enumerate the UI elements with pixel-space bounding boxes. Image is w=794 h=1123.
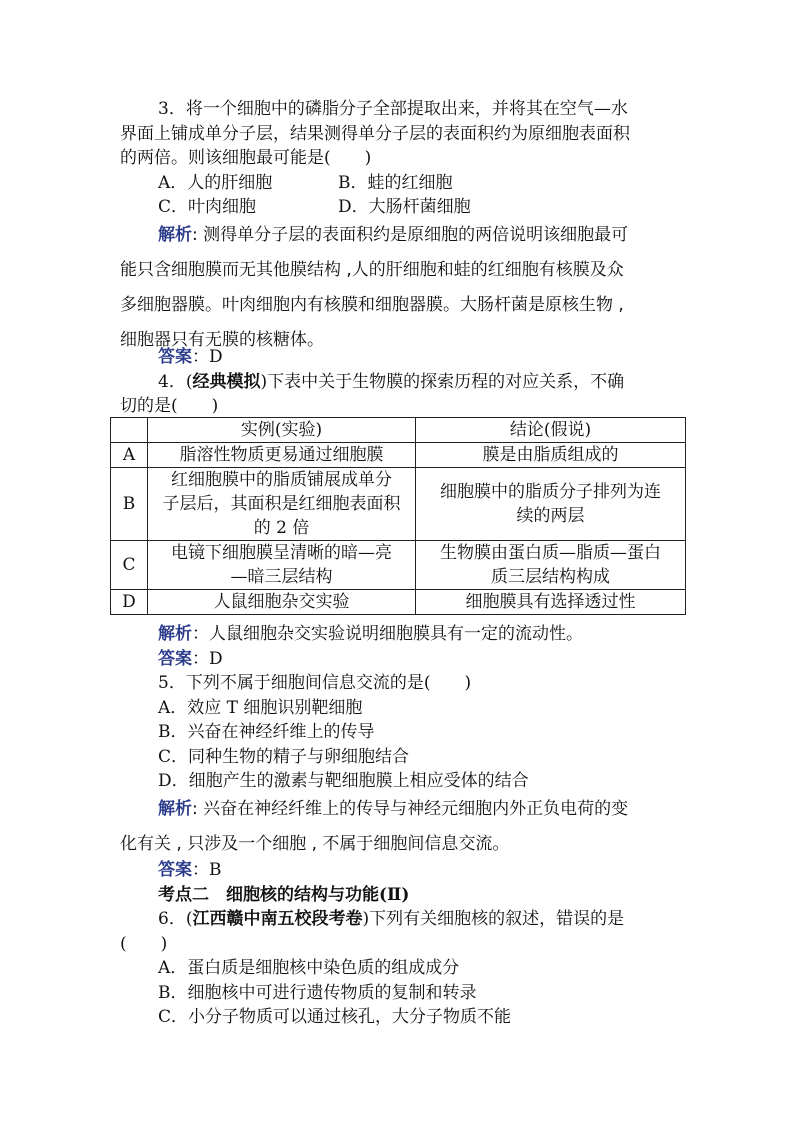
q3-option-a: A．人的肝细胞 (158, 172, 273, 193)
q5-answer-section-q6 (120, 858, 685, 1030)
q3-options-row-2 (120, 195, 685, 220)
q3-line-2: 界面上铺成单分子层，结果测得单分子层的表面积约为原细胞表面积 (120, 123, 630, 144)
q3-option-d: D．大肠杆菌细胞 (338, 197, 471, 217)
table-cell: 红细胞膜中的脂质铺展成单分 子层后，其面积是红细胞表面积 的 2 倍 (148, 468, 416, 541)
q4-answer: ：D (192, 648, 223, 669)
q5-answer: ：B (192, 860, 222, 880)
answer-label: 答案 (158, 860, 192, 880)
q6-source: 江西赣中南五校段考卷 (192, 909, 363, 929)
q5-analysis-line-2: 化有关 , 只涉及一个细胞 , 不属于细胞间信息交流。 (120, 834, 510, 854)
q5-option-b: B．兴奋在神经纤维上的传导 (158, 722, 375, 742)
table-row (111, 443, 686, 468)
answer-label: 答案 (158, 648, 192, 669)
table-header-row (111, 418, 686, 443)
q4-analysis: ：人鼠细胞杂交实验说明细胞膜具有一定的流动性。 (192, 624, 583, 644)
q5-option-c: C．同种生物的精子与卵细胞结合 (158, 746, 410, 767)
q3-option-b: B．蛙的红细胞 (338, 172, 453, 193)
q3-answer-and-q4 (120, 345, 685, 419)
q5-option-a: A．效应 T 细胞识别靶细胞 (158, 697, 363, 718)
answer-label: 答案 (158, 347, 192, 367)
table-cell: 电镜下细胞膜呈清晰的暗—亮 —暗三层结构 (148, 541, 416, 590)
q5-analysis (120, 792, 685, 862)
table-cell-label: A (111, 443, 148, 468)
table-cell: 人鼠细胞杂交实验 (148, 590, 416, 615)
table-cell-label: B (111, 468, 148, 541)
table-header-cell: 实例(实验) (148, 418, 416, 443)
table-header-cell (111, 418, 148, 443)
table-header-cell: 结论(假说) (416, 418, 686, 443)
table-row (111, 541, 686, 590)
table-cell: 膜是由脂质组成的 (416, 443, 686, 468)
table-cell: 细胞膜中的脂质分子排列为连 续的两层 (416, 468, 686, 541)
q3-analysis-line-4: 细胞器只有无膜的核糖体。 (120, 330, 324, 350)
table-cell-label: C (111, 541, 148, 590)
q5-option-d: D．细胞产生的激素与靶细胞膜上相应受体的结合 (158, 771, 529, 791)
table-row (111, 590, 686, 615)
q3-option-c: C．叶肉细胞 (158, 197, 257, 217)
q3-analysis-line-3: 多细胞器膜。叶肉细胞内有核膜和细胞器膜。大肠杆菌是原核生物 , (120, 295, 624, 315)
q3-options-row-1 (120, 171, 685, 196)
q3-analysis (120, 218, 685, 358)
q5-analysis-line-1: : 兴奋在神经纤维上的传导与神经元细胞内外正负电荷的变 (192, 799, 629, 819)
q3-answer: ：D (192, 347, 223, 367)
q4-analysis-and-q5 (120, 622, 685, 794)
q6-option-c: C．小分子物质可以通过核孔，大分子物质不能 (158, 1007, 512, 1027)
q3-line-3: 的两倍。则该细胞最可能是( ) (120, 148, 372, 168)
section-heading: 考点二 细胞核的结构与功能(Ⅱ) (158, 884, 410, 905)
q4-source: 经典模拟 (192, 371, 261, 392)
table-cell-label: D (111, 590, 148, 615)
q6-line-2: ( ) (120, 933, 168, 954)
analysis-label: 解析 (158, 225, 192, 245)
q3-analysis-line-2: 能只含细胞膜而无其他膜结构 ,人的肝细胞和蛙的红细胞有核膜及众 (120, 260, 624, 280)
q6-option-a: A．蛋白质是细胞核中染色质的组成成分 (158, 958, 460, 978)
analysis-label: 解析 (158, 624, 192, 644)
q6-option-b: B．细胞核中可进行遗传物质的复制和转录 (158, 982, 477, 1003)
q5-line-1: 5．下列不属于细胞间信息交流的是( ) (158, 673, 472, 693)
table-cell: 细胞膜具有选择透过性 (416, 590, 686, 615)
question-3 (120, 97, 685, 220)
table-row (111, 468, 686, 541)
membrane-history-table (110, 417, 686, 615)
table-cell: 生物膜由蛋白质—脂质—蛋白 质三层结构构成 (416, 541, 686, 590)
q3-analysis-line-1: : 测得单分子层的表面积约是原细胞的两倍说明该细胞最可 (192, 225, 629, 245)
q4-line-2: 切的是( ) (120, 396, 219, 416)
q6-line-1: 6．(江西赣中南五校段考卷)下列有关细胞核的叙述，错误的是 (158, 909, 625, 929)
analysis-label: 解析 (158, 799, 192, 819)
q3-line-1: 3．将一个细胞中的磷脂分子全部提取出来，并将其在空气—水 (158, 99, 628, 119)
table-cell: 脂溶性物质更易通过细胞膜 (148, 443, 416, 468)
q4-line-1: 4．(经典模拟)下表中关于生物膜的探索历程的对应关系，不确 (158, 371, 625, 392)
